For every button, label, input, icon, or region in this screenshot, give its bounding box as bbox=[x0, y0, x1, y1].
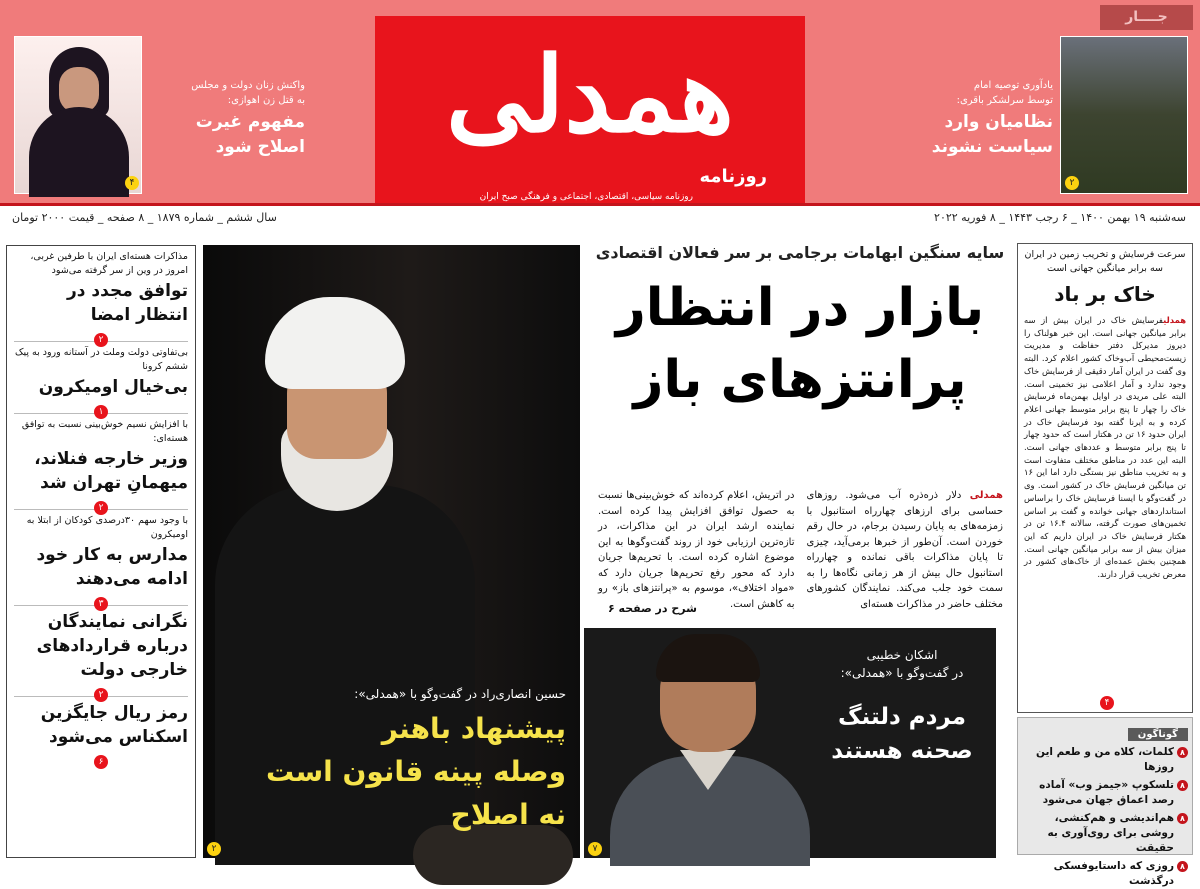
source-label: همدلی bbox=[969, 490, 1003, 501]
logo-wordmark: همدلی bbox=[446, 33, 734, 156]
interviewee-photo bbox=[604, 628, 814, 858]
logo-tagline: روزنامه سیاسی، اقتصادی، اجتماعی و فرهنگی صبح ایران bbox=[479, 192, 693, 202]
cleric-headline-line: نه اصلاح bbox=[450, 798, 566, 831]
teaser-kicker: به قتل زن اهوازی: bbox=[227, 95, 305, 106]
logo-prefix: روزنامه bbox=[699, 166, 767, 187]
teaser-left[interactable] bbox=[145, 78, 305, 158]
page-number-badge: ۴ bbox=[125, 176, 139, 190]
page-number-badge: ۶ bbox=[94, 755, 108, 769]
cleric-feature[interactable] bbox=[203, 245, 580, 858]
misc-item-text: تلسکوپ «جیمز وب» آماده رصد اعماق جهان می‌شود bbox=[1039, 779, 1174, 806]
dateline: سه‌شنبه ۱۹ بهمن ۱۴۰۰ _ ۶ رجب ۱۴۴۳ _ ۸ فوریه ۲۰۲۲ bbox=[934, 211, 1186, 224]
news-brief[interactable] bbox=[14, 250, 188, 345]
section-label: جــــار bbox=[1100, 5, 1193, 30]
interview-headline-line: صحنه هستند bbox=[831, 738, 973, 764]
page-number-badge: ۸ bbox=[1177, 861, 1188, 872]
news-brief[interactable] bbox=[14, 701, 188, 767]
story-body bbox=[1024, 314, 1186, 581]
news-brief[interactable] bbox=[14, 418, 188, 513]
misc-item[interactable] bbox=[1022, 811, 1188, 856]
cleric-headline-line: پیشنهاد باهنر bbox=[381, 712, 566, 745]
news-brief[interactable] bbox=[14, 514, 188, 609]
page-number-badge: ۲ bbox=[207, 842, 221, 856]
page-number-badge: ۸ bbox=[1177, 813, 1188, 824]
interview-kicker-line: اشکان خطیبی bbox=[866, 648, 938, 662]
left-news-column bbox=[6, 245, 196, 858]
page-number-badge: ۲ bbox=[94, 333, 108, 347]
misc-item-text: روزی که داستایوفسکی درگذشت bbox=[1053, 860, 1174, 887]
main-headline[interactable] bbox=[590, 272, 1010, 416]
main-headline-line: بازار در انتظار bbox=[615, 278, 985, 338]
lead-column bbox=[807, 488, 1004, 618]
teaser-headline: اصلاح شود bbox=[215, 137, 305, 157]
main-kicker: سایه سنگین ابهامات برجامی بر سر فعالان اقتصادی bbox=[595, 243, 1005, 262]
main-headline-line: پرانتزهای باز bbox=[633, 350, 967, 410]
page-number-badge: ۸ bbox=[1177, 747, 1188, 758]
page-number-badge: ۸ bbox=[1177, 780, 1188, 791]
interview-kicker bbox=[822, 646, 982, 682]
soil-erosion-story[interactable] bbox=[1017, 243, 1193, 713]
news-brief[interactable] bbox=[14, 346, 188, 417]
misc-item-text: کلمات، کلاه من و طعم این روزها bbox=[1036, 746, 1174, 773]
page-number-badge: ۲ bbox=[94, 688, 108, 702]
teaser-headline: مفهوم غیرت bbox=[195, 112, 305, 132]
misc-item-text: هم‌اندیشی و هم‌کنشی، روشی برای روی‌آوری به حقیقت bbox=[1047, 812, 1174, 854]
page-number-badge: ۱ bbox=[94, 405, 108, 419]
brief-headline: توافق مجدد در انتظار امضا bbox=[67, 281, 188, 325]
page-number-badge: ۴ bbox=[1100, 696, 1114, 710]
news-brief[interactable] bbox=[14, 610, 188, 700]
teaser-kicker: یادآوری توصیه امام bbox=[973, 80, 1053, 91]
newspaper-logo[interactable] bbox=[375, 16, 805, 204]
story-kicker: سه برابر میانگین جهانی است bbox=[1046, 263, 1164, 274]
teaser-headline: سیاست نشوند bbox=[931, 137, 1053, 157]
interview-headline-line: مردم دلتنگ bbox=[838, 704, 966, 730]
teaser-right[interactable] bbox=[893, 78, 1053, 158]
brief-headline: بی‌خیال اومیکرون bbox=[38, 377, 188, 397]
story-text: فرسایش خاک در ایران بیش از سه برابر میانگین جهانی است. این خبر هولناک را دیروز مدیرکل دفتر حفاظت و مدیریت زیست‌محیطی آب‌وخاک کشور اعلام کرد. البته وی گفت در ایران آمار دقیقی از فرسایش خاک وجود ندارد و آمار اعلامی نیز تخمینی است. البته علی مریدی در اوایل بهمن‌ماه فرسایش خاک را چهار تا پنج برابر متوسط جهانی اعلام کرده و به ایرنا گفته بود فرسایش خاک در ایران حدود ۱۶ تن در هکتار است که حدود چهار تا پنج برابر متوسط و عددهای جهانی است. البته این عدد در مناطق مختلف متفاوت است و به تخریب مناطق نیز بستگی دارد اما این ۱۶ تن میانگین فرسایش خاک در کشور است. وی در گفت‌وگو با ایسنا فرسایش خاک را براساس استانداردهای جهانی خوانده و گفت بر اساس تخمین‌های صورت گرفته، سالانه ۱۶.۴ تن در هکتار فرسایش خاک در ایران داریم که این میزان بیش از سه برابر میانگین جهانی است. همچنین بخش عمده‌ای از خاک‌های کشور در معرض تخریب قرار دارند. bbox=[1024, 315, 1186, 580]
interview-headline bbox=[822, 700, 982, 768]
lead-text: دلار ذره‌ذره آب می‌شود. روزهای حساسی برای ارزهای چهارراه استانبول با زمزمه‌های به پایان رسیدن برجام، در حال رقم خوردن است. آن‌طور از خبرها برمی‌آید، چیزی تا پایان مذاکرات باقی نمانده و چهارراه استانبول حال بیش از هر زمانی نگاه‌ها را به سمت خود جلب می‌کند. نمایندگان کشورهای مختلف حاضر در مذاکرات هسته‌ای bbox=[806, 490, 1003, 610]
brief-kicker: بی‌تفاوتی دولت وملت در آستانه ورود به پیک ششم کرونا bbox=[14, 347, 188, 372]
brief-kicker: با وجود سهم ۳۰درصدی کودکان از ابتلا به اومیکرون bbox=[26, 515, 188, 540]
masthead bbox=[0, 0, 1200, 203]
cleric-caption bbox=[236, 685, 566, 836]
page-number-badge: ۳ bbox=[94, 597, 108, 611]
masthead-rule bbox=[0, 203, 1200, 206]
interview-kicker-line: در گفت‌وگو با «همدلی»: bbox=[840, 666, 964, 680]
cleric-headline-line: وصله پینه قانون است bbox=[265, 755, 566, 788]
main-lead bbox=[598, 488, 1003, 618]
continued-link[interactable]: شرح در صفحه ۶ bbox=[608, 602, 697, 615]
page-number-badge: ۲ bbox=[94, 501, 108, 515]
misc-item[interactable] bbox=[1022, 745, 1188, 775]
brief-kicker: مذاکرات هسته‌ای ایران با طرفین غربی، امروز در وین از سر گرفته می‌شود bbox=[30, 251, 188, 276]
brief-headline: نگرانی نمایندگان درباره قراردادهای خارجی دولت bbox=[36, 612, 188, 680]
misc-title: گوناگون bbox=[1128, 728, 1188, 741]
general-portrait-photo[interactable] bbox=[1060, 36, 1188, 194]
page-number-badge: ۲ bbox=[1065, 176, 1079, 190]
source-label: همدلی bbox=[1163, 315, 1186, 325]
teaser-headline: نظامیان وارد bbox=[944, 112, 1053, 132]
teaser-kicker: واکنش زنان دولت و مجلس bbox=[191, 80, 305, 91]
brief-kicker: با افزایش نسیم خوش‌بینی نسبت به توافق هسته‌ای: bbox=[21, 419, 188, 444]
story-headline: خاک بر باد bbox=[1054, 282, 1156, 306]
interview-box[interactable] bbox=[584, 628, 996, 858]
brief-headline: مدارس به کار خود ادامه می‌دهند bbox=[36, 545, 188, 589]
lead-column: در اتریش، اعلام کرده‌اند که خوش‌بینی‌ها نسبت به حصول توافق افزایش پیدا کرده است. نماینده ارشد ایران در این مذاکرات، در تازه‌ترین ارزیابی خود از روند گفت‌وگوها به این موضوع اشاره کرده است. با تحریم‌ها جریان دارد که محور رفع تحریم‌ها جریان دارد که «مواد اختلاف»، موسوم به «پرانتزهای باز» رو به کاهش است. bbox=[598, 490, 795, 610]
issue-info: سال ششم _ شماره ۱۸۷۹ _ ۸ صفحه _ قیمت ۲۰۰۰ تومان bbox=[12, 211, 277, 224]
cleric-kicker: حسین انصاری‌راد در گفت‌وگو با «همدلی»: bbox=[354, 687, 566, 701]
page-number-badge: ۷ bbox=[588, 842, 602, 856]
misc-item[interactable] bbox=[1022, 778, 1188, 808]
brief-headline: رمز ریال جایگزین اسکناس می‌شود bbox=[40, 703, 188, 747]
body-shape bbox=[29, 107, 129, 197]
cleric-headline bbox=[236, 707, 566, 836]
story-kicker: سرعت فرسایش و تخریب زمین در ایران bbox=[1024, 249, 1186, 260]
misc-item[interactable] bbox=[1022, 859, 1188, 889]
brief-headline: وزیر خارجه فنلاند، میهمانِ تهران شد bbox=[34, 449, 188, 493]
misc-box bbox=[1017, 717, 1193, 887]
hair-shape bbox=[656, 634, 760, 682]
teaser-kicker: توسط سرلشکر باقری: bbox=[956, 95, 1053, 106]
woman-speaker-photo[interactable] bbox=[14, 36, 142, 194]
